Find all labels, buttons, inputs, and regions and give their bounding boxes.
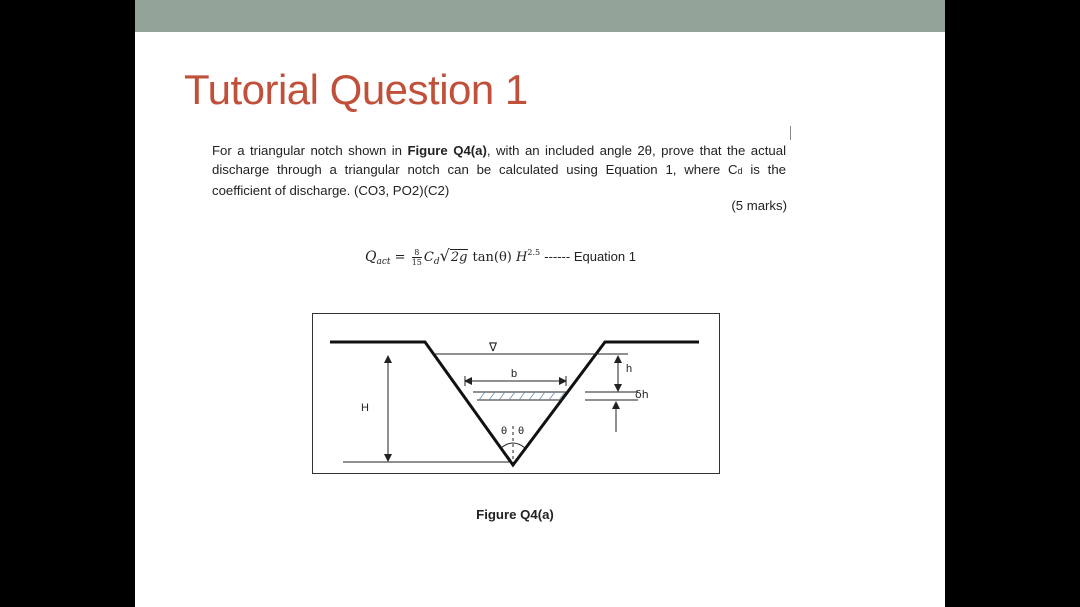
cd-subscript: d [737, 166, 743, 176]
eq-lhs-subscript: act [376, 257, 391, 267]
eq-fraction-denominator: 15 [411, 258, 422, 267]
eq-fraction [412, 248, 422, 267]
notch-diagram [313, 314, 719, 473]
label-b: b [511, 368, 518, 380]
marks-label: (5 marks) [731, 198, 787, 213]
notch-outline [330, 342, 699, 465]
label-theta-right: θ [518, 426, 525, 437]
question-part2: , with an included angle 2θ, prove that the actual discharge through a triangular notch can be calculated using Equation 1, where [212, 143, 786, 177]
eq-exponent: 2.5 [527, 248, 541, 257]
eq-radicand: 2g [450, 250, 468, 265]
label-dh: δh [635, 388, 649, 401]
question-part3: is the coefficient of discharge. (CO3, PO2)(C2) [212, 162, 787, 198]
label-H: H [361, 402, 369, 414]
label-theta-left: θ [501, 426, 508, 437]
text-cursor [790, 126, 791, 140]
sqrt-icon: √ [439, 246, 450, 265]
eq-fraction-numerator: 8 [412, 248, 422, 258]
figure-q4a [312, 313, 720, 474]
question-part1: For a triangular notch shown in [212, 143, 408, 158]
free-surface-icon: ∇ [489, 340, 498, 354]
figure-caption: Figure Q4(a) [476, 507, 554, 522]
eq-cd-subscript: d [433, 257, 440, 267]
eq-tan: tan(θ) [472, 250, 512, 265]
equation-1 [365, 246, 636, 276]
figure-reference: Figure Q4(a) [407, 143, 487, 158]
label-h: h [626, 363, 633, 375]
strip-hatching [479, 392, 565, 400]
slide [135, 0, 945, 607]
slide-header-band [135, 0, 945, 32]
eq-h: H [516, 250, 528, 265]
question-text [212, 141, 786, 200]
eq-equals: = [394, 250, 406, 265]
eq-lhs: Q [365, 249, 377, 265]
equation-label: ------ Equation 1 [544, 249, 636, 264]
slide-title: Tutorial Question 1 [184, 66, 528, 113]
eq-cd: C [423, 250, 434, 265]
cd-symbol: C [727, 162, 738, 177]
